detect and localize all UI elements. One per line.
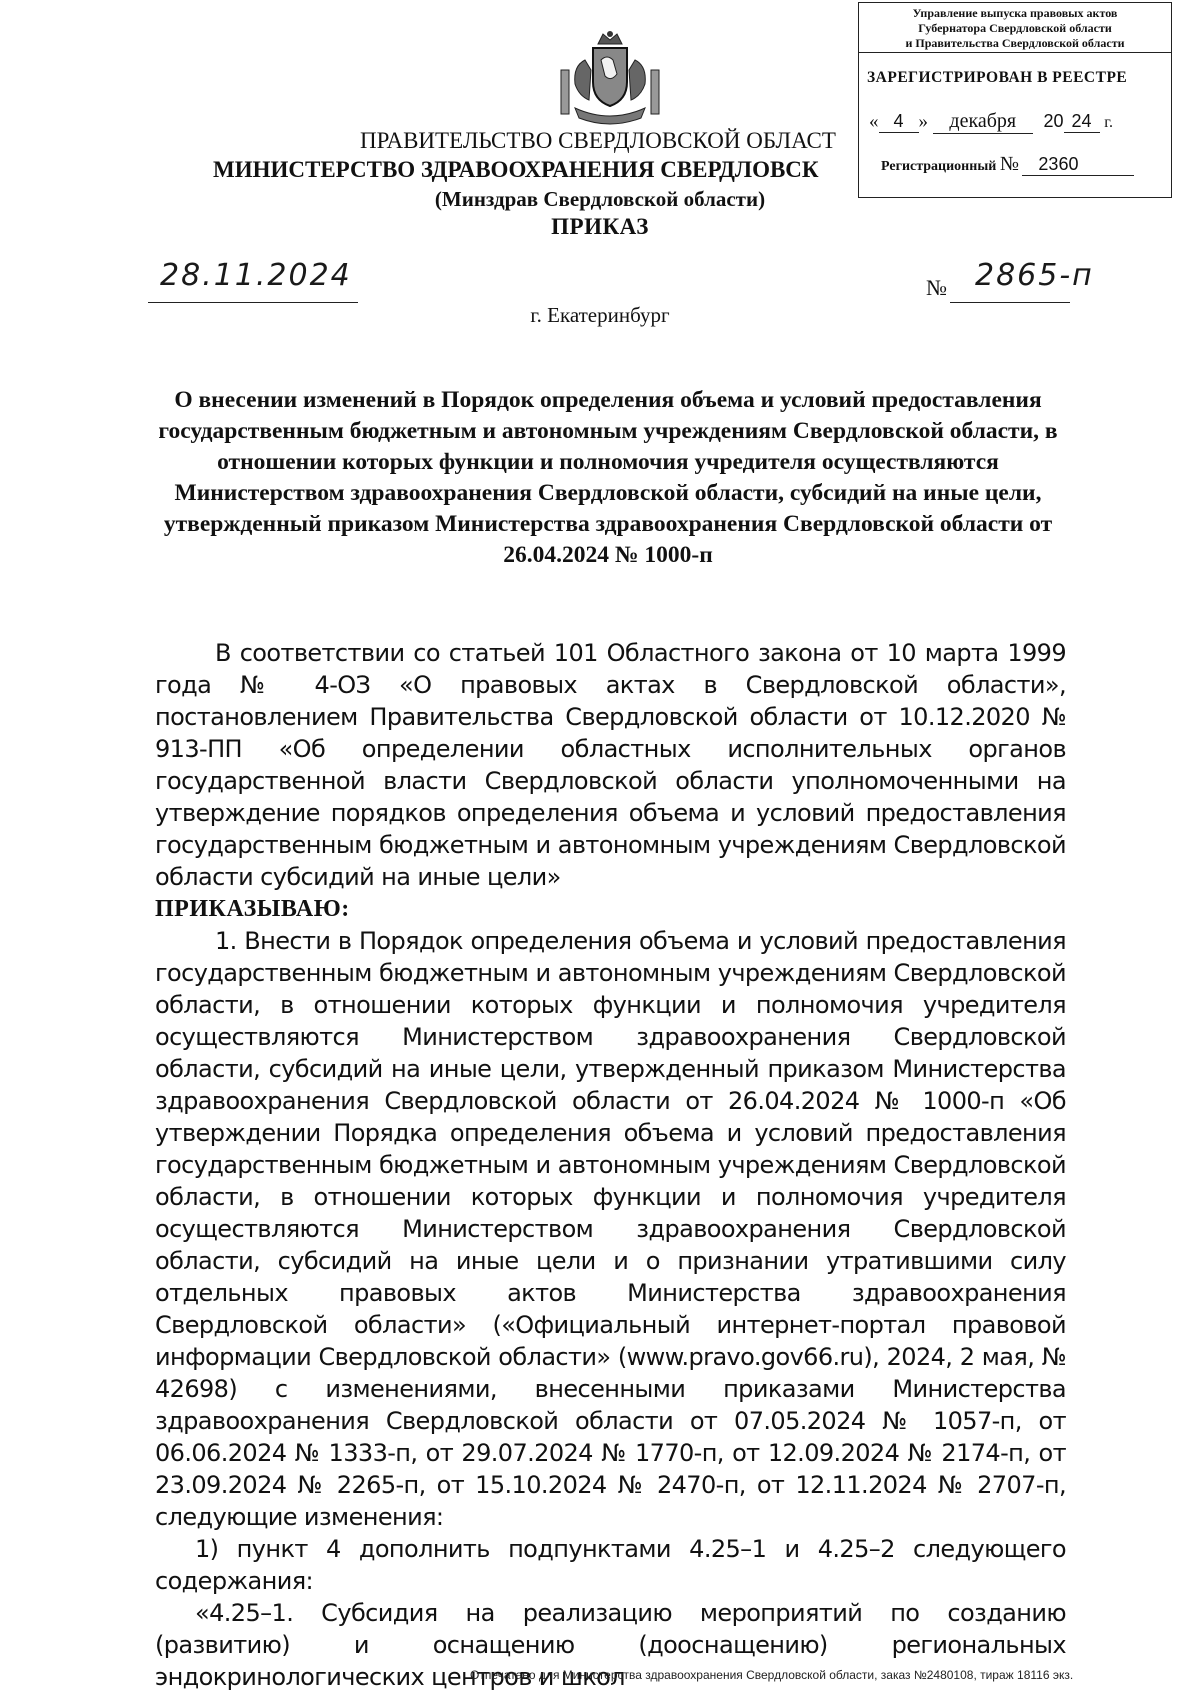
ministry-heading: МИНИСТЕРСТВО ЗДРАВООХРАНЕНИЯ СВЕРДЛОВСК (213, 157, 819, 182)
order-date: 28.11.2024 (160, 258, 352, 293)
stamp-registration-number (881, 153, 1134, 176)
order-number: 2865-п (975, 258, 1094, 293)
document-type: ПРИКАЗ (551, 214, 649, 239)
government-heading: ПРАВИТЕЛЬСТВО СВЕРДЛОВСКОЙ ОБЛАСТ (360, 128, 836, 153)
stamp-header-line: Губернатора Свердловской области (918, 21, 1112, 35)
document-body (155, 637, 1066, 1693)
item-1-paragraph: 1. Внести в Порядок определения объема и условий предоставления государственным бюджетным и автономным учреждениям Свердловской области, в отношении которых функции и полномочия учредителя осуществляются Министерством здравоохранения Свердловской области, субсидий на иные цели, утвержденный приказом Министерства здравоохранения Свердловской области от 26.04.2024 № 1000-п «Об утверждении Порядка определения объема и условий предоставления государственным бюджетным и автономным учреждениям Свердловской области, в отношении которых функции и полномочия учредителя осуществляются Министерством здравоохранения Свердловской области, субсидий на иные цели и о признании утратившими силу отдельных правовых актов Министерства здравоохранения Свердловской области» («Официальный интернет-портал правовой информации Свердловской области» (www.pravo.gov66.ru), 2024, 2 мая, № 42698) с изменениями, внесенными приказами Министерства здравоохранения Свердловской области от 07.05.2024 № 1057-п, от 06.06.2024 № 1333-п, от 29.07.2024 № 1770-п, от 12.09.2024 № 2174-п, от 23.09.2024 № 2265-п, от 15.10.2024 № 2470-п, от 12.11.2024 № 2707-п, следующие изменения: (155, 927, 1066, 1531)
ministry-short-name: (Минздрав Свердловской области) (434, 187, 766, 211)
print-footer: Отпечатано для Министерства здравоохранения Свердловской области, заказ №2480108, тираж 18116 экз. (470, 1668, 1074, 1682)
stamp-year-mark: г. (1104, 114, 1114, 131)
document-title: О внесении изменений в Порядок определения объема и условий предоставления государственным бюджетным и автономным учреждениям Свердловской области, в отношении которых функции и полномочия учредителя осуществляются Министерством здравоохранения Свердловской области, субсидий на иные цели, утвержденный приказом Министерства здравоохранения Свердловской области от 26.04.2024 № 1000-п (158, 387, 1058, 568)
stamp-year-suffix: 24 (1064, 111, 1100, 133)
stamp-day: 4 (879, 111, 919, 133)
order-number-label: № (926, 275, 947, 300)
stamp-cover (838, 120, 860, 186)
coat-of-arms-emblem (555, 30, 665, 130)
stamp-year-prefix: 20 (1043, 111, 1064, 131)
registry-stamp (858, 2, 1172, 198)
stamp-quote-close: » (918, 111, 928, 132)
quote-paragraph: «4.25–1. Субсидия на реализацию мероприятий по созданию (развитию) и оснащению (дооснащению) региональных эндокринологических центров и школ (155, 1599, 1066, 1691)
stamp-header-line: и Правительства Свердловской области (905, 36, 1125, 50)
stamp-reg-no-sign: № (999, 153, 1019, 175)
city: г. Екатеринбург (530, 303, 670, 327)
stamp-date (869, 110, 1113, 134)
stamp-header (859, 3, 1171, 53)
stamp-quote-open: « (869, 111, 879, 132)
stamp-reg-number: 2360 (1022, 154, 1134, 176)
preamble-paragraph: В соответствии со статьей 101 Областного закона от 10 марта 1999 года № 4-ОЗ «О правовых актах в Свердловской области», постановлением Правительства Свердловской области от 10.12.2020 № 913-ПП «Об определении областных исполнительных органов государственной власти Свердловской области уполномоченными на утверждение порядков определения объема и условий предоставления государственным бюджетным и автономным учреждениям Свердловской области субсидий на иные цели» (155, 639, 1066, 891)
order-word: ПРИКАЗЫВАЮ: (155, 896, 350, 922)
stamp-registered-label: ЗАРЕГИСТРИРОВАН В РЕЕСТРЕ (867, 69, 1128, 86)
subitem-1-paragraph: 1) пункт 4 дополнить подпунктами 4.25–1 и 4.25–2 следующего содержания: (155, 1535, 1066, 1595)
stamp-month: декабря (933, 110, 1033, 134)
stamp-header-line: Управление выпуска правовых актов (912, 6, 1118, 20)
stamp-reg-label: Регистрационный (881, 159, 997, 174)
